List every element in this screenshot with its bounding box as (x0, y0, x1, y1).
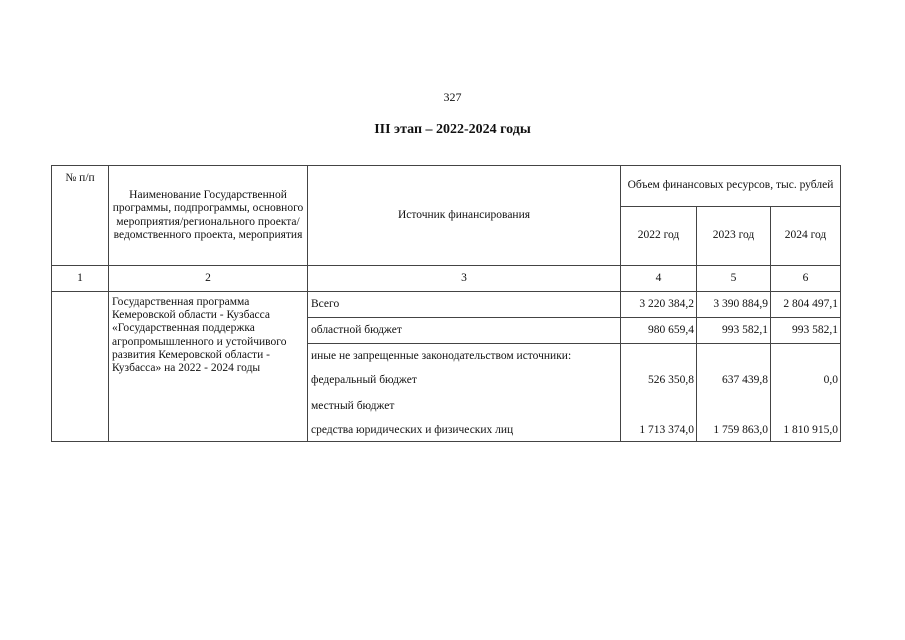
source-local-budget: местный бюджет (308, 394, 621, 420)
value-cell: 0,0 (771, 369, 841, 394)
program-name: Государственная программа Кемеровской области - Кузбасса «Государственная поддержка агропромышленного и устойчивого развития Кемеровской области - Кузбасса» на 2022 - 2024 годы (109, 292, 308, 442)
value-cell: 1 810 915,0 (771, 420, 841, 442)
value-cell: 993 582,1 (697, 318, 771, 344)
column-number: 5 (697, 266, 771, 292)
column-number: 6 (771, 266, 841, 292)
value-cell (771, 344, 841, 369)
column-number: 4 (621, 266, 697, 292)
value-cell: 3 220 384,2 (621, 292, 697, 318)
program-number (52, 292, 109, 442)
header-row (52, 166, 841, 207)
value-cell: 3 390 884,9 (697, 292, 771, 318)
header-source: Источник финансирования (308, 166, 621, 266)
header-year-2022: 2022 год (621, 207, 697, 266)
header-name: Наименование Государственной программы, подпрограммы, основного мероприятия/регионального проекта/ведомственного проекта, мероприятия (109, 166, 308, 266)
header-volume: Объем финансовых ресурсов, тыс. рублей (621, 166, 841, 207)
page-title: III этап – 2022-2024 годы (374, 122, 531, 137)
page-number: 327 (443, 90, 462, 104)
column-number: 2 (109, 266, 308, 292)
source-federal-budget: федеральный бюджет (308, 369, 621, 394)
value-cell: 1 759 863,0 (697, 420, 771, 442)
financing-table (51, 165, 841, 442)
value-cell: 637 439,8 (697, 369, 771, 394)
value-cell: 2 804 497,1 (771, 292, 841, 318)
header-year-2023: 2023 год (697, 207, 771, 266)
column-number: 1 (52, 266, 109, 292)
header-year-2024: 2024 год (771, 207, 841, 266)
table-row (52, 292, 841, 318)
value-cell: 993 582,1 (771, 318, 841, 344)
column-numbers-row (52, 266, 841, 292)
value-cell (697, 394, 771, 420)
value-cell: 526 350,8 (621, 369, 697, 394)
header-num: № п/п (52, 166, 109, 266)
source-other-sources: иные не запрещенные законодательством источники: (308, 344, 621, 369)
source-total: Всего (308, 292, 621, 318)
source-legal-entities: средства юридических и физических лиц (308, 420, 621, 442)
value-cell (771, 394, 841, 420)
source-regional-budget: областной бюджет (308, 318, 621, 344)
value-cell: 980 659,4 (621, 318, 697, 344)
column-number: 3 (308, 266, 621, 292)
value-cell (697, 344, 771, 369)
value-cell (621, 394, 697, 420)
value-cell (621, 344, 697, 369)
value-cell: 1 713 374,0 (621, 420, 697, 442)
